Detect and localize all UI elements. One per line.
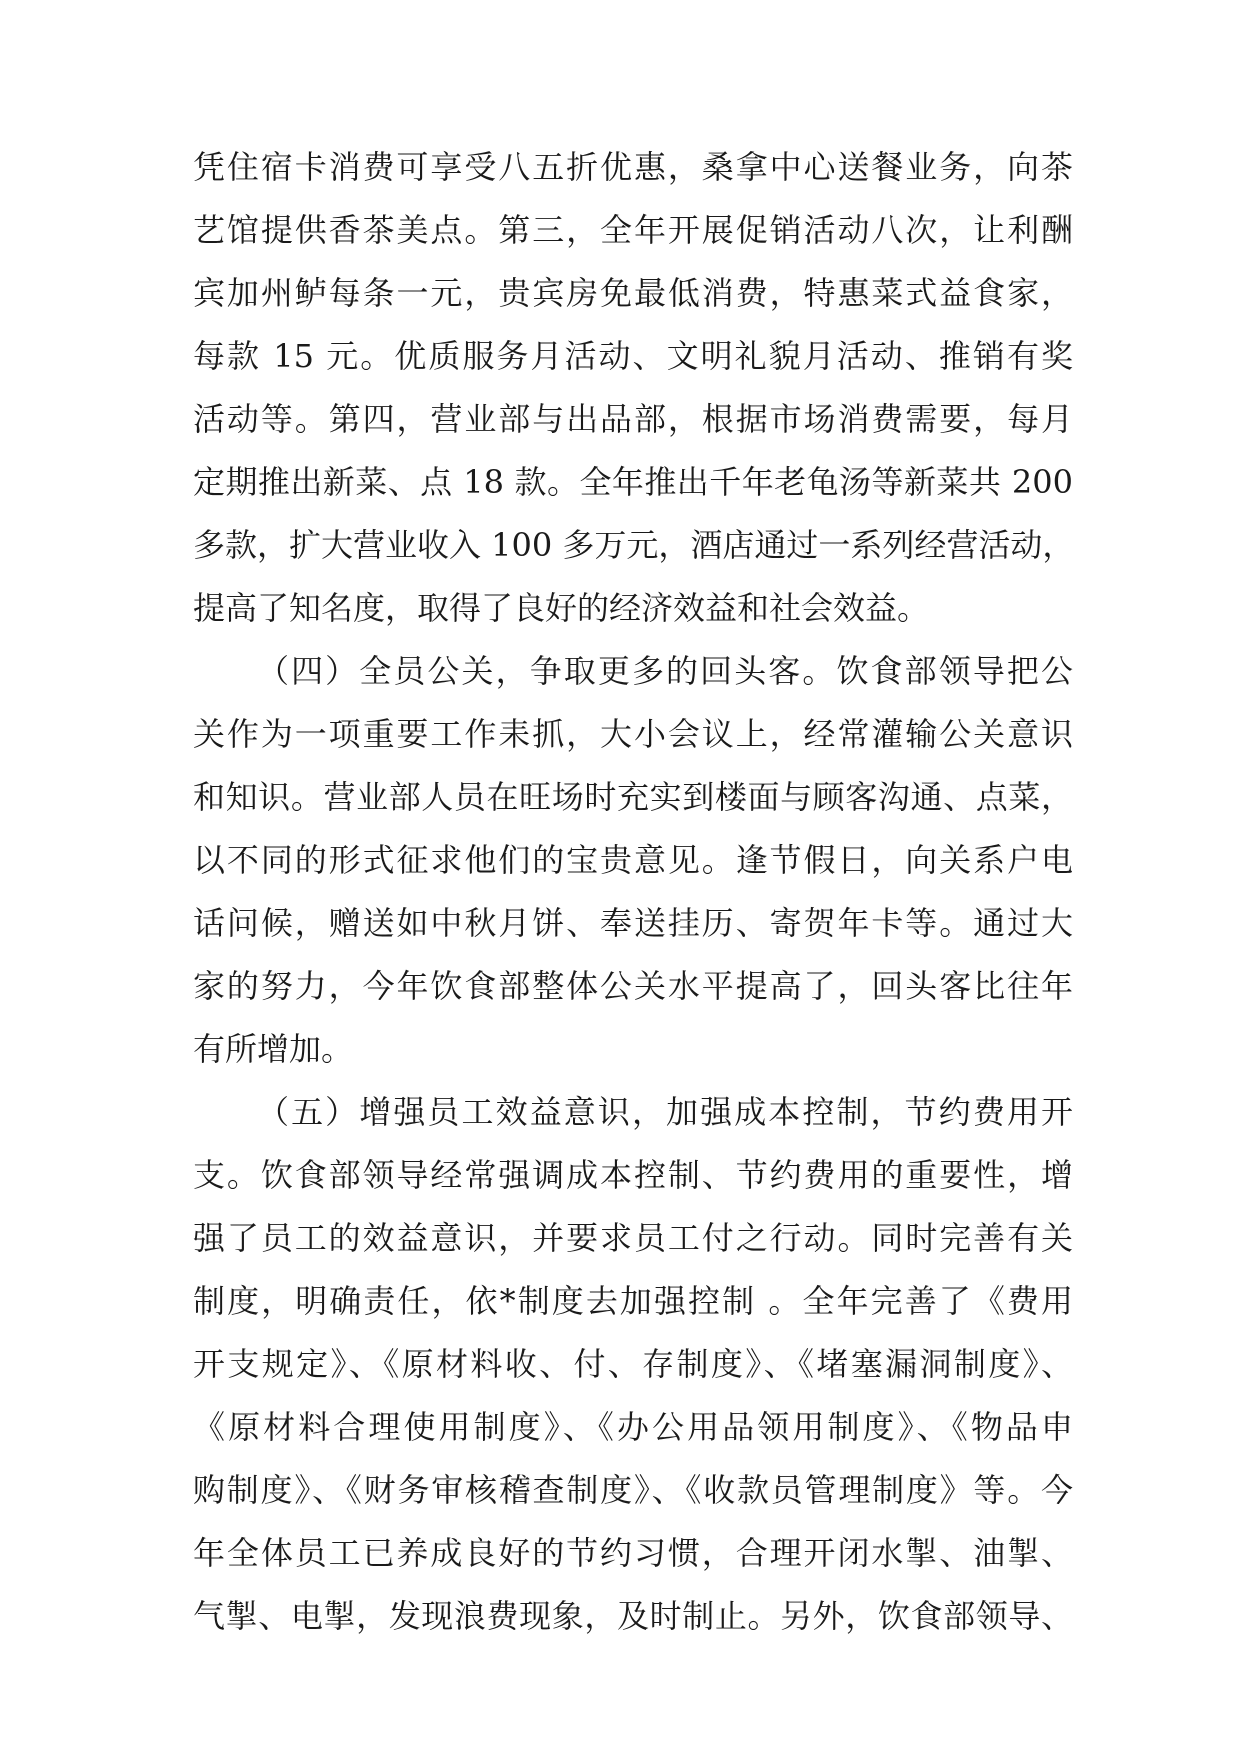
text-line: 活动等。第四，营业部与出品部，根据市场消费需要，每月 (193, 400, 1073, 438)
text-line: 话问候，赠送如中秋月饼、奉送挂历、寄贺年卡等。通过大 (193, 904, 1073, 942)
text-line: 购制度》、《财务审核稽查制度》、《收款员管理制度》等。今 (193, 1471, 1073, 1509)
text-line: 定期推出新菜、点 18 款。全年推出千年老龟汤等新菜共 200 (193, 463, 1073, 501)
text-line: 支。饮食部领导经常强调成本控制、节约费用的重要性，增 (193, 1156, 1073, 1194)
text-line: 多款，扩大营业收入 100 多万元，酒店通过一系列经营活动， (193, 526, 1075, 564)
text-line: 每款 15 元。优质服务月活动、文明礼貌月活动、推销有奖 (193, 337, 1073, 375)
paragraph-start-line: （五）增强员工效益意识，加强成本控制，节约费用开 (257, 1093, 1073, 1131)
text-line: 开支规定》、《原材料收、付、存制度》、《堵塞漏洞制度》、 (193, 1345, 1073, 1383)
text-line: 艺馆提供香茶美点。第三，全年开展促销活动八次，让利酬 (193, 211, 1073, 249)
text-line: 宾加州鲈每条一元，贵宾房免最低消费，特惠菜式益食家， (193, 274, 1073, 312)
text-line: 年全体员工已养成良好的节约习惯，合理开闭水掣、油掣、 (193, 1534, 1073, 1572)
text-line: 关作为一项重要工作耒抓，大小会议上，经常灌输公关意识 (193, 715, 1073, 753)
text-line: 强了员工的效益意识，并要求员工付之行动。同时完善有关 (193, 1219, 1073, 1257)
text-line: 有所增加。 (193, 1030, 354, 1068)
text-line: 气掣、电掣，发现浪费现象，及时制止。另外，饮食部领导、 (193, 1597, 1073, 1635)
text-line: 《原材料合理使用制度》、《办公用品领用制度》、《物品申 (193, 1408, 1073, 1446)
text-line: 家的努力，今年饮食部整体公关水平提高了，回头客比往年 (193, 967, 1073, 1005)
text-line: 制度，明确责任，依*制度去加强控制 。全年完善了《费用 (193, 1282, 1073, 1320)
text-line: 提高了知名度，取得了良好的经济效益和社会效益。 (193, 589, 930, 627)
text-line: 以不同的形式征求他们的宝贵意见。逢节假日，向关系户电 (193, 841, 1073, 879)
text-line: 凭住宿卡消费可享受八五折优惠，桑拿中心送餐业务，向茶 (193, 148, 1073, 186)
text-line: 和知识。营业部人员在旺场时充实到楼面与顾客沟通、点菜， (193, 778, 1073, 816)
paragraph-start-line: （四）全员公关，争取更多的回头客。饮食部领导把公 (257, 652, 1073, 690)
